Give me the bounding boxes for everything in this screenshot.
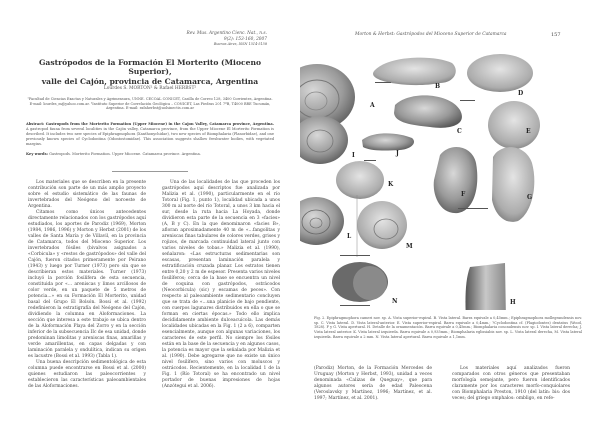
journal-citation (186, 31, 267, 48)
page-number: 157 (551, 32, 561, 38)
shell-d (467, 54, 533, 92)
figure-label-l: L (347, 233, 352, 240)
journal-volume: 9(2): 153-160, 2007 (223, 36, 267, 42)
keywords-label: Key words: (26, 152, 48, 156)
shell-k (336, 161, 384, 199)
figure-caption: Fig. 2. Epiphragmophora cameri nov. sp. A. Vista superior-espiral. B. Vista lateral. Barra equivale a 0,45mm.; Epiphragmophora mollegrandensis nov. sp. C. Vista lateral. D. Vista lateral-anterior. E. Vista superior-espiral. Barra equivale a 0,4mm.; ?Cyclodontina cf. (Plagiodontes) dentatus (Wood, 1828). F y G. Vista apertural. H. Detalle de la ornamentación. Barra equivale a 0,45mm.; Biomphalaria concaulensis nov. sp. I. Vista lateral derecha; J. Vista lateral anterior. K. Vista lateral izquierda. Barra equivale a 0,935mm.; Biomphalaria eglissiabis nov. sp. L. Vista lateral derecha, M. Vista lateral izquierda. Barra equivale a 2 mm. N. Vista lateral apertural. Barra equivale a 1,1mm. (314, 316, 582, 339)
keywords (26, 152, 274, 156)
shell-j (362, 133, 414, 150)
figure-label-d: D (518, 90, 524, 97)
article-title (20, 58, 280, 86)
figure-label-h: H (510, 299, 516, 306)
figure-label-i: I (352, 152, 355, 159)
shell-f (434, 147, 478, 213)
paragraph: (Parodiz) Morton, de la Formación Mercedes de Uruguay (Morton y Herbst, 1993), unidad a veces denominada «Calizas de Queguay», que para algunos autores sería de edad Paleocena (Veroslavsky y Martínez, 1996; Martínez, et al. 1997; Martínez, et al. 2001). (314, 366, 432, 401)
figure-2-gastropod-plate (300, 45, 600, 310)
figure-label-g: G (527, 194, 533, 201)
shell-n (332, 262, 388, 302)
figure-label-a: A (370, 102, 375, 109)
keywords-text: Gastropods. Morterito Formation. Upper Miocene. Catamarca province. Argentina. (49, 152, 201, 156)
figure-label-n: N (392, 298, 398, 305)
figure-label-b: B (435, 83, 441, 90)
abstract-title: Gastropods from the Morterito Formation (Upper Miocene) in the Cajon Valley, Catamarca province, Argentina. (45, 122, 274, 126)
fossil-plate-image (300, 45, 600, 310)
scale-bar (340, 255, 370, 256)
abstract-body: A gastropod fauna from several localities in the Cajón valley, Catamarca province, from the Upper Miocene El Morterito Formation is described. It includes two new species of Epiphragmophora (Xanthonychidae), two new species of Biomphalaria (Planorbidae), and one previously known species of Cyclodontina (Odontostomidae). This association suggests shallow freshwater bodies, with vegetated margins. (26, 126, 274, 146)
scale-bar (460, 100, 475, 101)
paragraph: Una buena descripción sedimentológica de esta columna puede encontrarse en Bossi et al. (2000) quienes estudiaron las paleocorrientes y establecieron las características paleoambientales de las Aloformaciones. (28, 360, 146, 389)
scale-bar (340, 305, 370, 306)
shell-e (488, 101, 540, 149)
paragraph: Una de las localidades de las que proceden los gastrópodos aquí descriptos fue analizada por Malizia et al. (1990), particularmente en el río Totoral (Fig. 1, punto 1), localidad ubicada a unos 300 m al norte del río Totoral, a unos 3 km hacia el sur, desde la ruta hacia La Hoyada, donde dividieron esta parte de la secuencia en 3 «facies» (A, B y C). En la que denominaron «facies B», afloran aproximadamente 40 m de «...fangolitas y areniscas finas tabulares de colores verdes, grises y rojizos, de marcada continuidad lateral junto con varios niveles de tobas.» Malizia et al. (1990), señalaron: «Las estructuras sedimentarias son escasas, presentan laminación paralela y estratificación cruzada planar. Los estratos tienen entre 0,20 y 2 m de espesor. Presenta varios niveles fosilíferos; cerca de la base se encuentra un nivel de coquina con gastrópodos, ostrácodos (Neocorbicula) (sic) y escamas de peces». Con respecto al paleoambiente sedimentario concluyen que se trata de «...una planicie de bajo pendiente, con cuerpos lagunares distribuidos en ella o que se forman en ciertas épocas.» Todo ello implica decididamente ambiente dulceacuícola. Las demás localidades ubicadas en la Fig. 1 (2 a 6), comparten esencialmente, aunque con algunas variaciones, los caracteres de este perfil. No siempre los fósiles están en la base de la secuencia y en algunos casos, la potencia es mayor que la señalada por Malizia et al. (1990). Debe agregarse que no existe un único nivel fosilífero, sino varios con moluscos y ostrácodos. Recientemente, en la localidad 1 de la Fig. 1 (Río Totoral) se ha encontrado un nivel portador de buenas impresiones de hojas (Anzótegui et al. 2006). (162, 180, 280, 389)
body-column-right (452, 366, 570, 402)
figure-label-f: F (461, 191, 466, 198)
paragraph: Los materiales aquí analizados fueron comparados con otros géneros que presentaban morfología semejante, pero fueron identificados claramente por los caracteres morfo-conquiolares con Biomphalaria Preston, 1910 (del latín: bis: dos veces; del griego omphalos: ombligo, en refe- (452, 366, 570, 401)
body-column-right (162, 180, 280, 390)
authors: Lourdes S. MORTON¹ & Rafael HERBST² (103, 86, 197, 91)
body-column-left (314, 366, 432, 402)
shell-i (300, 116, 348, 164)
figure-label-j: J (396, 150, 399, 157)
figure-label-e: E (526, 128, 531, 135)
figure-label-m: M (406, 243, 413, 250)
running-head: Morton & Herbst: Gastrópodos del Mioceno Superior de Catamarca (355, 32, 507, 37)
scale-bar (458, 208, 488, 209)
shell-b (373, 58, 456, 85)
paragraph: Los materiales que se describen en la presente contribución son parte de un más amplio proyecto sobre el estudio sistemático de las faunas de invertebrados del Neógeno del noroeste de Argentina. (28, 180, 146, 209)
shell-g (492, 147, 534, 222)
journal-issn: Buenos Aires, ISSN 1514-5158 (213, 42, 267, 47)
shell-c (394, 95, 462, 128)
journal-name: Rev. Mus. Argentino Cienc. Nat., n.s. (186, 31, 267, 36)
scale-bar (375, 82, 391, 83)
right-page (300, 0, 600, 433)
shell-m (357, 201, 407, 249)
shell-h (465, 263, 506, 310)
scale-bar (364, 160, 376, 161)
abstract (26, 122, 274, 147)
paragraph: Citamos como únicos antecedentes directamente relacionados con los gastrópodos aquí estudiados, los aportes de Parodiz (1969), Morton (1984, 1986, 1996) y Morton y Herbst (2001) de los valles de Santa María y de Villavil, en la provincia de Catamarca, todos del Mioceno Superior. Los invertebrados fósiles (bivalvos asignados a «Corbicula» y «restos de gastrópodos» del valle del Cajón, fueron citados primeramente por Peirano (1943) y luego por Turner (1973) pero sin que se describieran estos materiales. Turner (1973) incluyó la porción fosilífera de esta secuencia, constituida por «... areniscas y limos arcillosos de color verde, en un paquete de 5 metros de potencia...» en su Formación El Morterito, unidad basal del Grupo El Bolsón. Bossi et al. (1992) redefinieron la estratigrafía del Neógeno del Cajón, dividiendo la columna en Aloformaciones. La sección que interesa a este trabajo se ubica dentro de la Aloformación Playa del Zorro y en la sección inferior de la subsecuencia IIc de esa unidad, donde predominan limolitas y areniscas finas, amarillas y verde amarillentas, en capas delgadas y con laminación paralela y ondulítica, indican su origen es lacustre (Bossi et al. 1993) (Tabla 1). (28, 210, 146, 359)
abstract-label: Abstract: (26, 122, 45, 126)
title-line-1: Gastrópodos de la Formación El Morterito (Mioceno Superior), (38, 58, 262, 77)
shell-l (300, 197, 344, 245)
section-divider (112, 171, 188, 172)
affiliations: ¹Facultad de Ciencias Exactas y Naturales y Agrimensura, UNNE. CECOAL CONICET, Casilla de Correo 128, 3400 Corrientes, Argentina. E-mail: lourdes_m@yahoo.com.ar. ²Instituto Superior de Correlación Geológica – CONICET, Las Piedras 201 7ºB, T4000 BRE Tucumán, Argentina. E-mail: rafaherbst@uolsinectis.com.ar (27, 97, 273, 111)
figure-label-k: K (388, 181, 394, 188)
title-line-2: valle del Cajón, provincia de Catamarca, Argentina (41, 76, 259, 86)
figure-label-c: C (457, 128, 462, 135)
body-column-left (28, 180, 146, 390)
